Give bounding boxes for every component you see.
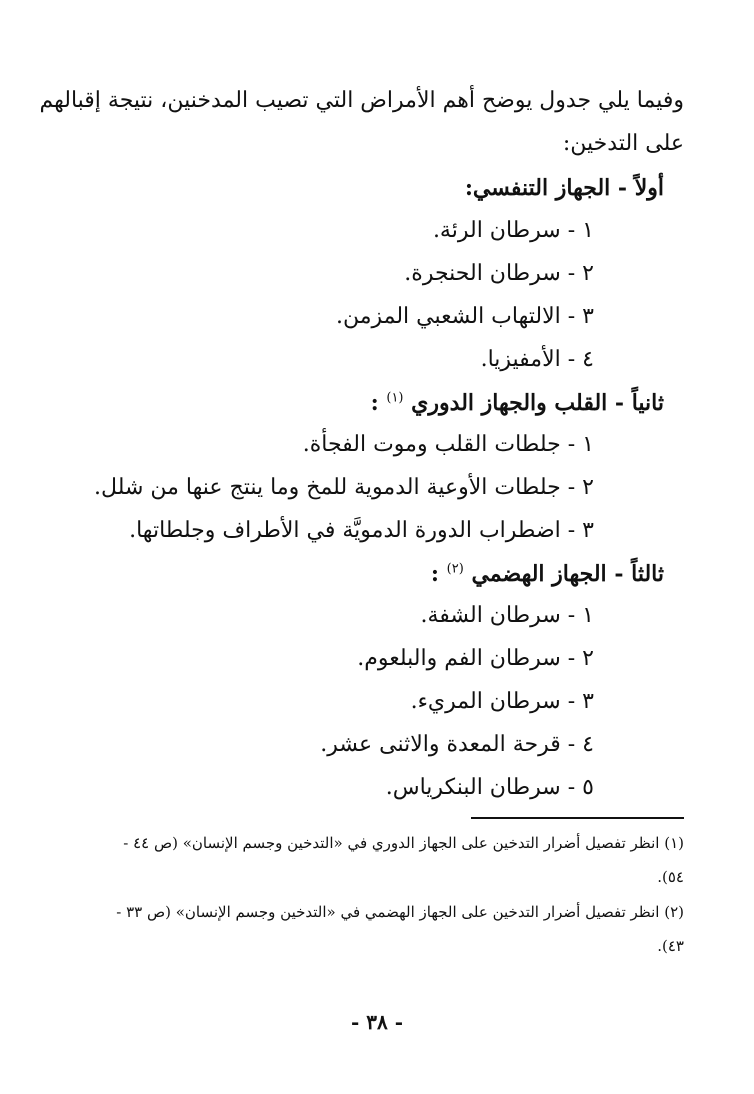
heading-text: ثانياً - القلب والجهاز الدوري [411,390,664,416]
list-item: ٢ - جلطات الأوعية الدموية للمخ وما ينتج عنها من شلل. [94,475,594,500]
footnote-2-line-2: ٤٣). [657,937,684,955]
section-heading-circulatory [371,390,664,416]
list-item: ٢ - سرطان الحنجرة. [404,261,594,286]
section-heading-digestive [431,561,664,587]
list-item: ٣ - اضطراب الدورة الدمويَّة في الأطراف وجلطاتها. [129,518,594,543]
intro-line-2: على التدخين: [562,131,684,156]
heading-colon: : [370,390,379,416]
footnote-1-line-1: (١) انظر تفصيل أضرار التدخين على الجهاز الدوري في «التدخين وجسم الإنسان» (ص ٤٤ - [123,834,684,852]
page-number: - ٣٨ - [350,1010,403,1034]
list-item: ٥ - سرطان البنكرياس. [385,775,594,800]
heading-colon: : [430,561,439,587]
list-item: ١ - سرطان الرئة. [432,218,594,243]
footnote-divider [471,817,684,819]
heading-text: ثالثاً - الجهاز الهضمي [471,561,664,587]
intro-line-1: وفيما يلي جدول يوضح أهم الأمراض التي تصيب المدخنين، نتيجة إقبالهم [39,88,684,113]
list-item: ٤ - الأمفيزيا. [480,347,594,372]
section-heading-respiratory: أولاً - الجهاز التنفسي: [464,175,664,201]
list-item: ٢ - سرطان الفم والبلعوم. [357,646,594,671]
list-item: ٤ - قرحة المعدة والاثنى عشر. [320,732,594,757]
list-item: ٣ - سرطان المريء. [410,689,594,714]
footnote-ref: (١) [386,390,404,406]
list-item: ٣ - الالتهاب الشعبي المزمن. [335,304,594,329]
footnote-2-line-1: (٢) انظر تفصيل أضرار التدخين على الجهاز الهضمي في «التدخين وجسم الإنسان» (ص ٣٣ - [116,903,684,921]
list-item: ١ - سرطان الشفة. [420,603,594,628]
list-item: ١ - جلطات القلب وموت الفجأة. [302,432,594,457]
footnote-1-line-2: ٥٤). [657,868,684,886]
footnote-ref: (٢) [446,561,464,577]
